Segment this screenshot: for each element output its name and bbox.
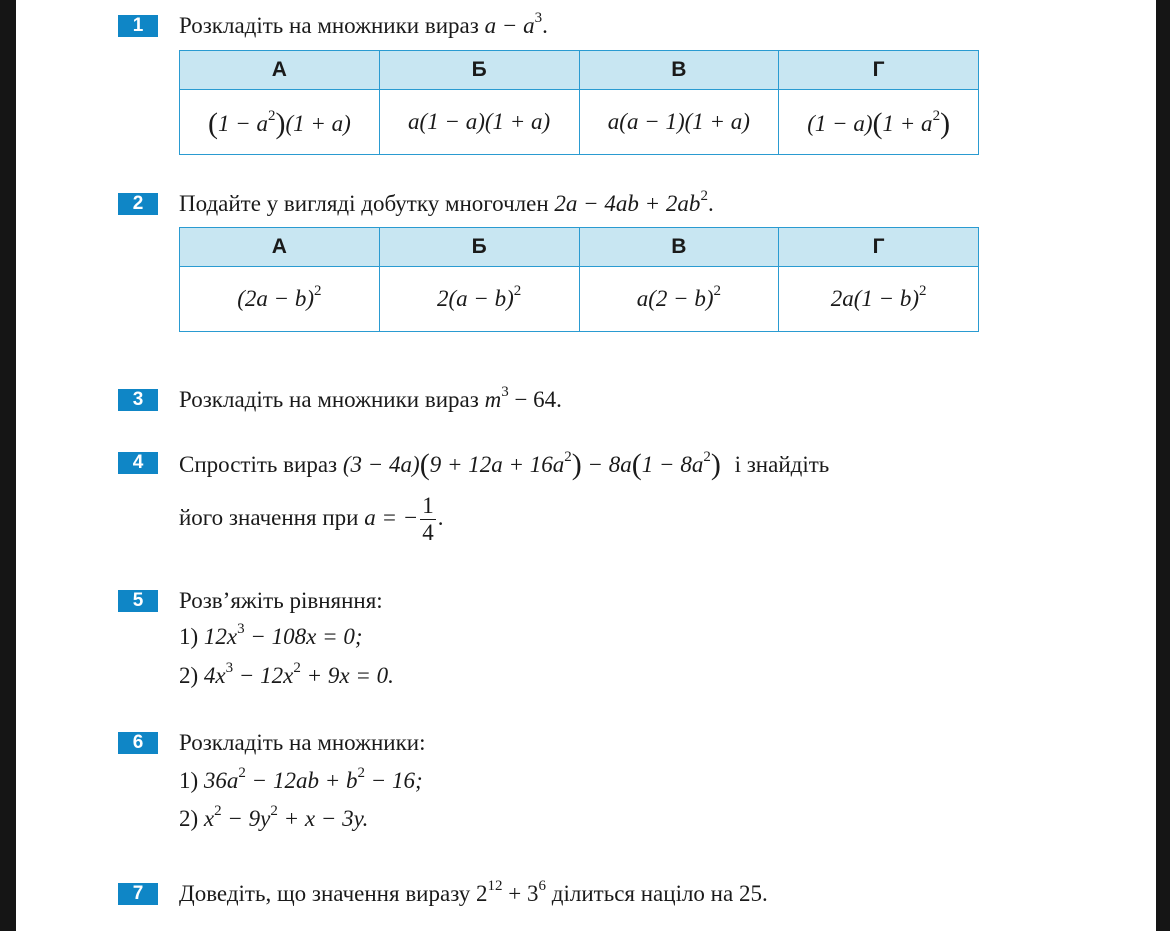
option-a: $(1 - a^2)(1 + a)$: [180, 90, 380, 155]
answer-options-table: [179, 50, 979, 155]
task-statement: Доведіть, що значення виразу $2^{12} + 3^6$ ділиться націло на 25.: [179, 878, 768, 906]
option-header-c: В: [579, 51, 779, 90]
option-header-c: В: [579, 228, 779, 267]
option-header-b: Б: [379, 228, 579, 267]
sub-item-1: 1) $36a^2 - 12ab + b^2 - 16$;: [179, 765, 423, 793]
task-statement-continued: його значення при a = − $\frac{1}{4}$ .: [179, 493, 444, 545]
task-number-badge: 7: [118, 883, 158, 905]
sub-item-1: 1) $12x^3 - 108x = 0$;: [179, 621, 363, 649]
option-c: a(a − 1)(1 + a): [579, 90, 779, 155]
task-number-badge: 4: [118, 452, 158, 474]
task-number-badge: 2: [118, 193, 158, 215]
expression: $a - a^3$: [484, 10, 543, 38]
option-a: $(2a - b)^2$: [180, 267, 380, 332]
option-c: $a(2 - b)^2$: [579, 267, 779, 332]
task-statement: Розв’яжіть рівняння:: [179, 588, 383, 613]
task-number-badge: 3: [118, 389, 158, 411]
expression: $2a - 4ab + 2ab^2$: [554, 188, 708, 216]
task-number-badge: 6: [118, 732, 158, 754]
frame-right-edge: [1156, 0, 1170, 931]
task-statement: Розкладіть на множники:: [179, 730, 426, 755]
task-statement: Подайте у вигляді добутку многочлен $2a - 4ab + 2ab^2$.: [179, 188, 714, 216]
task-number-badge: 1: [118, 15, 158, 37]
expression: $(3 - 4a)(9 + 12a + 16a^2) - 8a(1 - 8a^2)$: [342, 448, 721, 481]
option-header-d: Г: [779, 51, 979, 90]
task-statement: Розкладіть на множники вираз $m^3 - 64$.: [179, 384, 562, 412]
sub-item-2: 2) $4x^3 - 12x^2 + 9x = 0$.: [179, 660, 394, 688]
expression: $2^{12} + 3^6$: [476, 878, 547, 906]
sub-item-2: 2) $x^2 - 9y^2 + x - 3y$.: [179, 803, 369, 831]
option-header-a: А: [180, 228, 380, 267]
task-statement: Розкладіть на множники вираз $a - a^3$.: [179, 10, 548, 38]
option-header-a: А: [180, 51, 380, 90]
option-b: a(1 − a)(1 + a): [379, 90, 579, 155]
fraction: $\frac{1}{4}$: [422, 493, 434, 545]
option-header-b: Б: [379, 51, 579, 90]
frame-left-edge: [0, 0, 16, 931]
task-statement: Спростіть вираз $(3 - 4a)(9 + 12a + 16a^2) - 8a(1 - 8a^2)$ і знайдіть: [179, 448, 830, 481]
expression: $m^3 - 64$.: [484, 384, 562, 412]
option-b: $2(a - b)^2$: [379, 267, 579, 332]
option-d: $(1 - a)(1 + a^2)$: [779, 90, 979, 155]
answer-options-table: [179, 227, 979, 332]
option-header-d: Г: [779, 228, 979, 267]
task-number-badge: 5: [118, 590, 158, 612]
option-d: $2a(1 - b)^2$: [779, 267, 979, 332]
